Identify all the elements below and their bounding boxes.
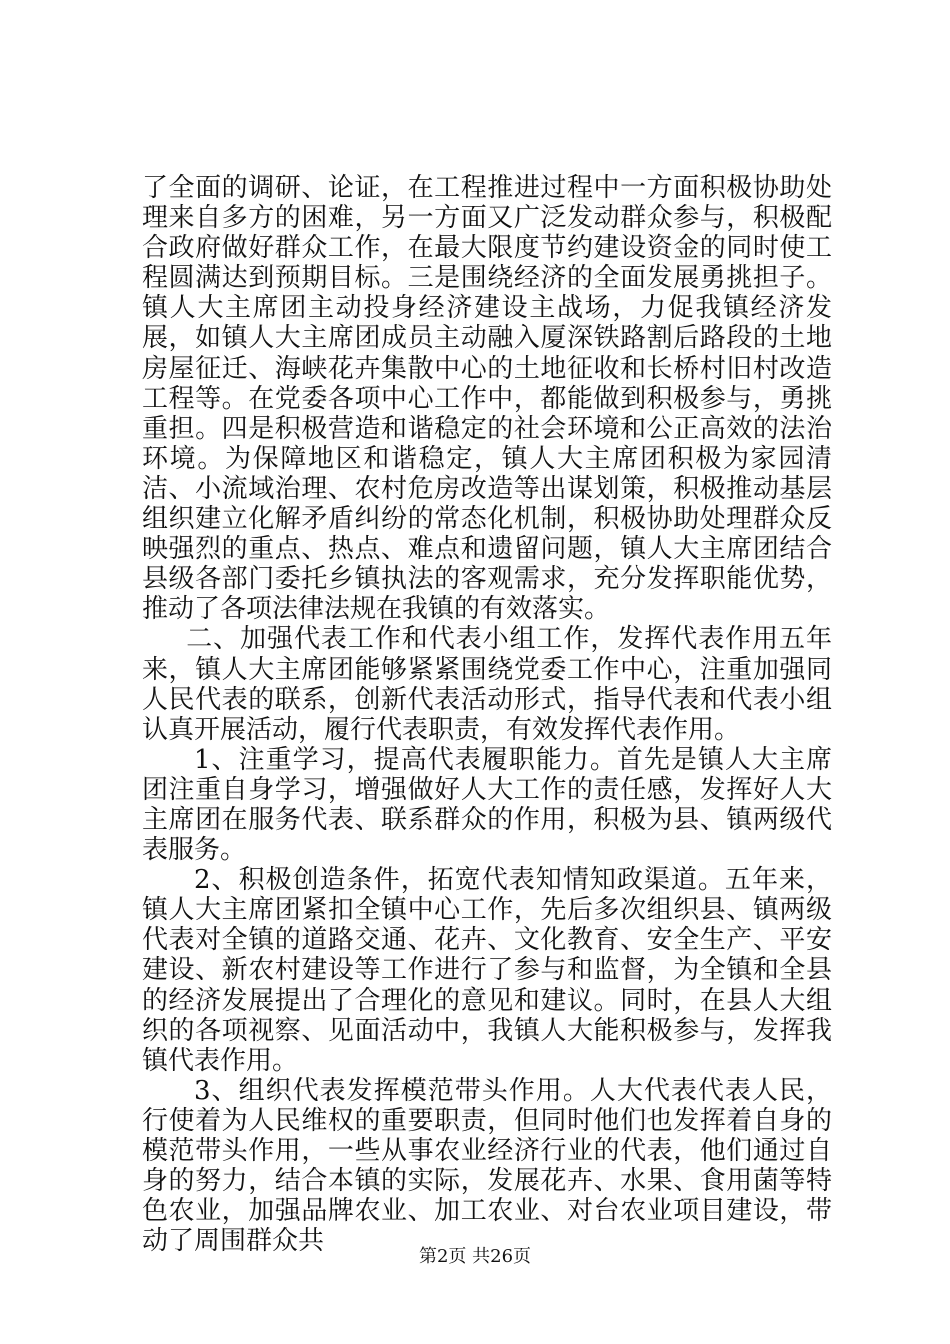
paragraph-item-2: 2、积极创造条件，拓宽代表知情知政渠道。五年来，镇人大主席团紧扣全镇中心工作，先后多次组织县、镇两级代表对全镇的道路交通、花卉、文化教育、安全生产、平安建设、新农村建设等工作进行了参与和监督，为全镇和全县的经济发展提出了合理化的意见和建议。同时，在县人大组织的各项视察、见面活动中，我镇人大能积极参与，发挥我镇代表作用。 <box>142 865 832 1076</box>
page-number-footer: 第2页 共26页 <box>418 1246 532 1267</box>
paragraph-continuation: 了全面的调研、论证，在工程推进过程中一方面积极协助处理来自多方的困难，另一方面又广泛发动群众参与，积极配合政府做好群众工作，在最大限度节约建设资金的同时使工程圆满达到预期目标。三是围绕经济的全面发展勇挑担子。镇人大主席团主动投身经济建设主战场，力促我镇经济发展，如镇人大主席团成员主动融入厦深铁路割后路段的土地房屋征迁、海峡花卉集散中心的土地征收和长桥村旧村改造工程等。在党委各项中心工作中，都能做到积极参与，勇挑重担。四是积极营造和谐稳定的社会环境和公正高效的法治环境。为保障地区和谐稳定，镇人大主席团积极为家园清洁、小流域治理、农村危房改造等出谋划策，积极推动基层组织建立化解矛盾纠纷的常态化机制，积极协助处理群众反映强烈的重点、热点、难点和遗留问题，镇人大主席团结合县级各部门委托乡镇执法的客观需求，充分发挥职能优势，推动了各项法律法规在我镇的有效落实。 <box>142 173 832 625</box>
paragraph-item-1: 1、注重学习，提高代表履职能力。首先是镇人大主席团注重自身学习，增强做好人大工作的责任感，发挥好人大主席团在服务代表、联系群众的作用，积极为县、镇两级代表服务。 <box>142 744 832 866</box>
document-body <box>142 173 832 1256</box>
paragraph-item-3: 3、组织代表发挥模范带头作用。人大代表代表人民，行使着为人民维权的重要职责，但同时他们也发挥着自身的模范带头作用，一些从事农业经济行业的代表，他们通过自身的努力，结合本镇的实际，发展花卉、水果、食用菌等特色农业，加强品牌农业、加工农业、对台农业项目建设，带动了周围群众共 <box>142 1075 832 1257</box>
paragraph-section-two: 二、加强代表工作和代表小组工作，发挥代表作用五年来，镇人大主席团能够紧紧围绕党委工作中心，注重加强同人民代表的联系，创新代表活动形式，指导代表和代表小组认真开展活动，履行代表职责，有效发挥代表作用。 <box>142 624 832 745</box>
